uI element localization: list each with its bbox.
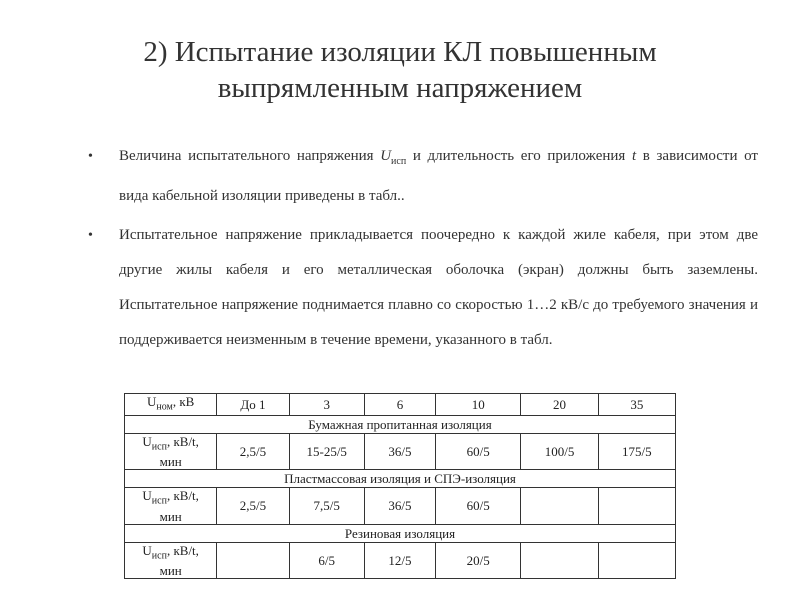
bullet1-text-c: в зависимости от вида кабельной изоляции приведены в табл.. [119, 148, 758, 204]
bullet-marker: • [88, 149, 93, 164]
bullet1-t-symbol: t [631, 148, 637, 164]
table-cell: 6/5 [289, 542, 364, 579]
bullet-item-1 [88, 139, 758, 214]
table-cell: 12/5 [364, 542, 435, 579]
header-cell: 3 [289, 394, 364, 416]
unom-subscript: ном [156, 401, 173, 413]
uisp-subscript: исп [151, 441, 167, 453]
uisp-unit: , кВ/t, [166, 433, 199, 449]
bullet1-u-symbol: U [380, 148, 392, 164]
section-row-paper [125, 415, 676, 433]
table-cell [521, 542, 598, 579]
table-cell: 36/5 [364, 488, 435, 525]
uisp-symbol: U [142, 433, 152, 449]
uisp-symbol: U [142, 542, 152, 558]
header-cell: 10 [436, 394, 521, 416]
bullet-item-2 [88, 218, 758, 358]
test-voltage-table [124, 393, 676, 579]
header-unom-cell [125, 394, 217, 416]
slide-title [0, 34, 800, 106]
header-cell: До 1 [217, 394, 289, 416]
bullet1-text-a: Величина испытательного напряжения [119, 148, 381, 164]
bullet2-text: Испытательное напряжение прикладывается поочередно к каждой жиле кабеля, при этом две другие жилы кабеля и его металлическая оболочка (экран) должны быть заземлены. Испытательное напряжение поднимается плавно со скоростью 1…2 кВ/с до требуемого значения и поддерживается неизменным в течение времени, указанного в табл. [119, 227, 758, 348]
table-cell: 36/5 [364, 433, 435, 470]
row-label-uisp [125, 433, 217, 470]
table-cell [521, 488, 598, 525]
bullet-marker: • [88, 228, 93, 243]
table-cell: 60/5 [436, 488, 521, 525]
row-label-uisp [125, 488, 217, 525]
section-title: Бумажная пропитанная изоляция [125, 415, 676, 433]
table-row [125, 488, 676, 525]
header-cell: 6 [364, 394, 435, 416]
table-cell: 100/5 [521, 433, 598, 470]
table-cell [598, 488, 675, 525]
table-cell: 15-25/5 [289, 433, 364, 470]
uisp-unit-min: мин [159, 508, 182, 524]
uisp-unit: , кВ/t, [166, 488, 199, 504]
section-title: Пластмассовая изоляция и СПЭ-изоляция [125, 470, 676, 488]
uisp-subscript: исп [151, 550, 167, 562]
unom-unit: , кВ [172, 394, 195, 409]
header-cell: 35 [598, 394, 675, 416]
row-label-uisp [125, 542, 217, 579]
table-cell: 7,5/5 [289, 488, 364, 525]
section-row-rubber [125, 524, 676, 542]
uisp-unit: , кВ/t, [166, 542, 199, 558]
table-row [125, 433, 676, 470]
header-cell: 20 [521, 394, 598, 416]
table-cell [217, 542, 289, 579]
table-row [125, 542, 676, 579]
table-cell: 60/5 [436, 433, 521, 470]
bullet-list [88, 139, 758, 362]
bullet1-u-subscript: исп [391, 156, 407, 167]
table-header-row [125, 394, 676, 416]
title-line-1: 2) Испытание изоляции КЛ повышенным [143, 36, 657, 68]
table-cell: 175/5 [598, 433, 675, 470]
section-title: Резиновая изоляция [125, 524, 676, 542]
table-cell [598, 542, 675, 579]
table-cell: 2,5/5 [217, 433, 289, 470]
section-row-plastic [125, 470, 676, 488]
bullet1-text-b: и длительность его приложения [406, 148, 632, 164]
uisp-symbol: U [142, 488, 152, 504]
uisp-unit-min: мин [159, 454, 182, 470]
uisp-unit-min: мин [159, 563, 182, 579]
unom-symbol: U [146, 394, 157, 409]
title-line-2: выпрямленным напряжением [217, 72, 583, 104]
table-cell: 20/5 [436, 542, 521, 579]
table-cell: 2,5/5 [217, 488, 289, 525]
uisp-subscript: исп [151, 495, 167, 507]
